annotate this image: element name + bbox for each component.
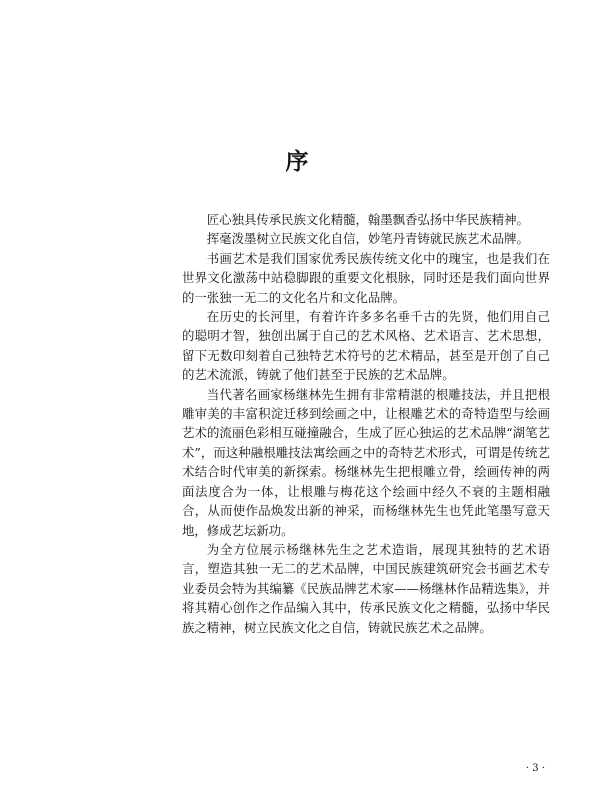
paragraph-2: 挥毫泼墨树立民族文化自信，妙笔丹青铸就民族艺术品牌。 — [206, 231, 529, 247]
paragraph-4: 在历史的长河里，有着许许多多名垂千古的先贤，他们用自己的聪明才智，独创出属于自己的艺术风格、艺术语言、艺术思想，留下无数印刻着自己独特艺术符号的艺术精品，甚至是开创了自己的艺术流派，铸就了他们甚至于民族的艺术品牌。 — [182, 309, 550, 383]
page-title: 序 — [285, 148, 310, 175]
page-number: · 3 · — [525, 763, 545, 774]
paragraph-5: 当代著名画家杨继林先生拥有非常精湛的根雕技法，并且把根雕审美的丰富积淀迁移到绘画之中，让根雕艺术的奇特造型与绘画艺术的流丽色彩相互碰撞融合，生成了匠心独运的艺术品牌“湖笔艺术”，而这种融根雕技法寓绘画之中的奇特艺术形式，可谓是传统艺术结合时代审美的新探索。杨继林先生把根雕立骨，绘画传神的两面法度合为一体，让根雕与梅花这个绘画中经久不衰的主题相融合，从而使作品焕发出新的神采，而杨继林先生也凭此笔墨写意天地，修成艺坛新功。 — [182, 386, 550, 538]
paragraph-6: 为全方位展示杨继林先生之艺术造诣，展现其独特的艺术语言，塑造其独一无二的艺术品牌，中国民族建筑研究会书画艺术专业委员会特为其编纂《民族品牌艺术家——杨继林作品精选集》，并将其精心创作之作品编入其中，传承民族文化之精髓，弘扬中华民族之精神，树立民族文化之自信，铸就民族艺术之品牌。 — [182, 541, 550, 635]
preface-body — [182, 210, 550, 637]
paragraph-1: 匠心独具传承民族文化精髓，翰墨飘香弘扬中华民族精神。 — [206, 212, 529, 227]
paragraph-3: 书画艺术是我们国家优秀民族传统文化中的瑰宝，也是我们在世界文化激荡中站稳脚跟的重要文化根脉，同时还是我们面向世界的一张独一无二的文化名片和文化品牌。 — [182, 250, 550, 305]
